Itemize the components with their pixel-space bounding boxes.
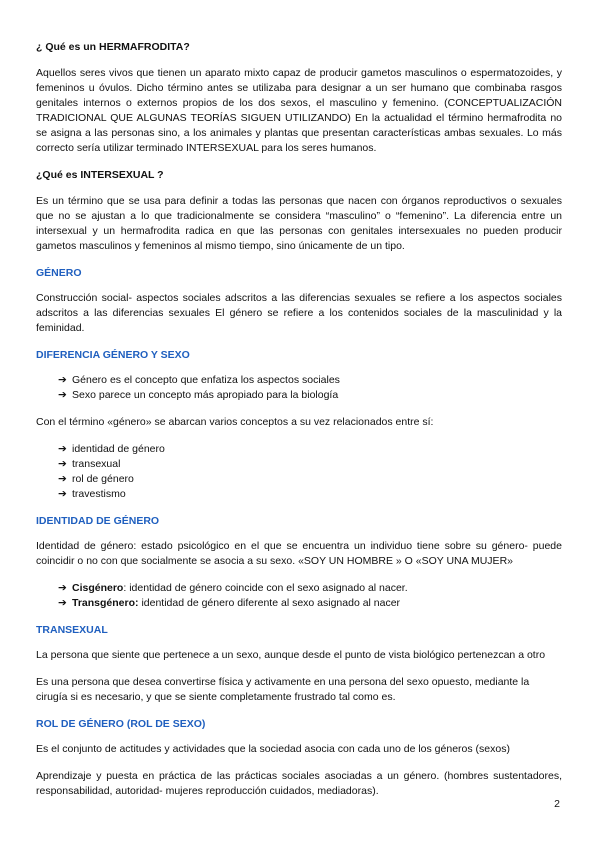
term-transgenero: Transgénero: [72, 597, 139, 609]
identidad-list [36, 581, 562, 611]
heading-diferencia: DIFERENCIA GÉNERO Y SEXO [36, 349, 190, 361]
list-item [58, 457, 562, 472]
list-item-text: transexual [72, 458, 121, 470]
list-item-text: Sexo parece un concepto más apropiado para la biología [72, 389, 339, 401]
paragraph-rol-2: Aprendizaje y puesta en práctica de las prácticas sociales asociadas a un género. (hombres sustentadores, responsabilidad, autoridad- mujeres reproducción cuidados, mediadoras). [36, 770, 562, 797]
arrow-bullet-icon: ➔ [58, 582, 67, 594]
diferencia-list [36, 373, 562, 403]
paragraph-rol-1: Es el conjunto de actitudes y actividades que la sociedad asocia con cada uno de los géneros (sexos) [36, 743, 510, 755]
paragraph-intersexual: Es un término que se usa para definir a todas las personas que nacen con órganos reproductivos o sexuales que no se ajustan a lo que tradicionalmente se considera “masculino” o “femenino”. La diferencia entre un intersexual y un hermafrodita radica en que las personas con genitales intersexuales no pueden producir gametos masculinos y femeninos al mismo tiempo, sino únicamente de un tipo. [36, 195, 562, 252]
paragraph-transexual-2: Es una persona que desea convertirse física y activamente en una persona del sexo opuesto, mediante la cirugía si es necesario, y que se siente completamente frustrado tal como es. [36, 676, 530, 703]
term-cisgenero: Cisgénero [72, 582, 124, 594]
heading-intersexual: ¿Qué es INTERSEXUAL ? [36, 169, 164, 181]
heading-transexual: TRANSEXUAL [36, 624, 108, 636]
arrow-bullet-icon: ➔ [58, 473, 67, 485]
list-item [58, 487, 562, 502]
paragraph-hermafrodita: Aquellos seres vivos que tienen un aparato mixto capaz de producir gametos masculinos o espermatozoides, y femeninos u óvulos. Dicho término antes se utilizaba para designar a un ser humano que combinaba rasgos genitales internos o externos propios de los dos sexos, el masculino y femenino. (CONCEPTUALIZACIÓN TRADICIONAL QUE ALGUNAS TEORÍAS SIGUEN UTILIZANDO) En la actualidad el término hermafrodita no se asigna a las personas sino, a los animales y plantas que presentan características ambas sexuales. Lo más correcto sería utilizar terminado INTERSEXUAL para los seres humanos. [36, 67, 562, 154]
heading-rol: ROL DE GÉNERO (ROL DE SEXO) [36, 718, 206, 730]
arrow-bullet-icon: ➔ [58, 389, 67, 401]
list-item [58, 596, 562, 611]
term-definition: identidad de género diferente al sexo asignado al nacer [138, 597, 401, 609]
list-item [58, 388, 562, 403]
paragraph-identidad: Identidad de género: estado psicológico en el que se encuentra un individuo tiene sobre su género- puede coincidir o no con que socialmente se asocia a su sexo. «SOY UN HOMBRE » O «SOY UNA MUJER» [36, 540, 562, 567]
list-item [58, 442, 562, 457]
heading-identidad: IDENTIDAD DE GÉNERO [36, 515, 160, 527]
heading-genero: GÉNERO [36, 267, 82, 279]
arrow-bullet-icon: ➔ [58, 488, 67, 500]
paragraph-conceptos: Con el término «género» se abarcan varios conceptos a su vez relacionados entre sí: [36, 416, 434, 428]
concepts-list [36, 442, 562, 502]
list-item-text: Género es el concepto que enfatiza los aspectos sociales [72, 374, 340, 386]
arrow-bullet-icon: ➔ [58, 443, 67, 455]
term-definition: : identidad de género coincide con el sexo asignado al nacer. [123, 582, 408, 594]
list-item [58, 373, 562, 388]
arrow-bullet-icon: ➔ [58, 374, 67, 386]
list-item [58, 581, 562, 596]
paragraph-transexual-1: La persona que siente que pertenece a un sexo, aunque desde el punto de vista biológico pertenezcan a otro [36, 649, 546, 661]
list-item-text: travestismo [72, 488, 126, 500]
heading-hermafrodita: ¿ Qué es un HERMAFRODITA? [36, 41, 190, 53]
list-item [58, 472, 562, 487]
arrow-bullet-icon: ➔ [58, 597, 67, 609]
page-number: 2 [554, 798, 560, 810]
arrow-bullet-icon: ➔ [58, 458, 67, 470]
document-page [36, 40, 562, 811]
paragraph-genero: Construcción social- aspectos sociales adscritos a las diferencias sexuales se refiere a los aspectos sociales adscritos a las diferencias sexuales El género se refiere a los contenidos sociales de la masculinidad y la feminidad. [36, 292, 562, 334]
list-item-text: rol de género [72, 473, 134, 485]
list-item-text: identidad de género [72, 443, 165, 455]
